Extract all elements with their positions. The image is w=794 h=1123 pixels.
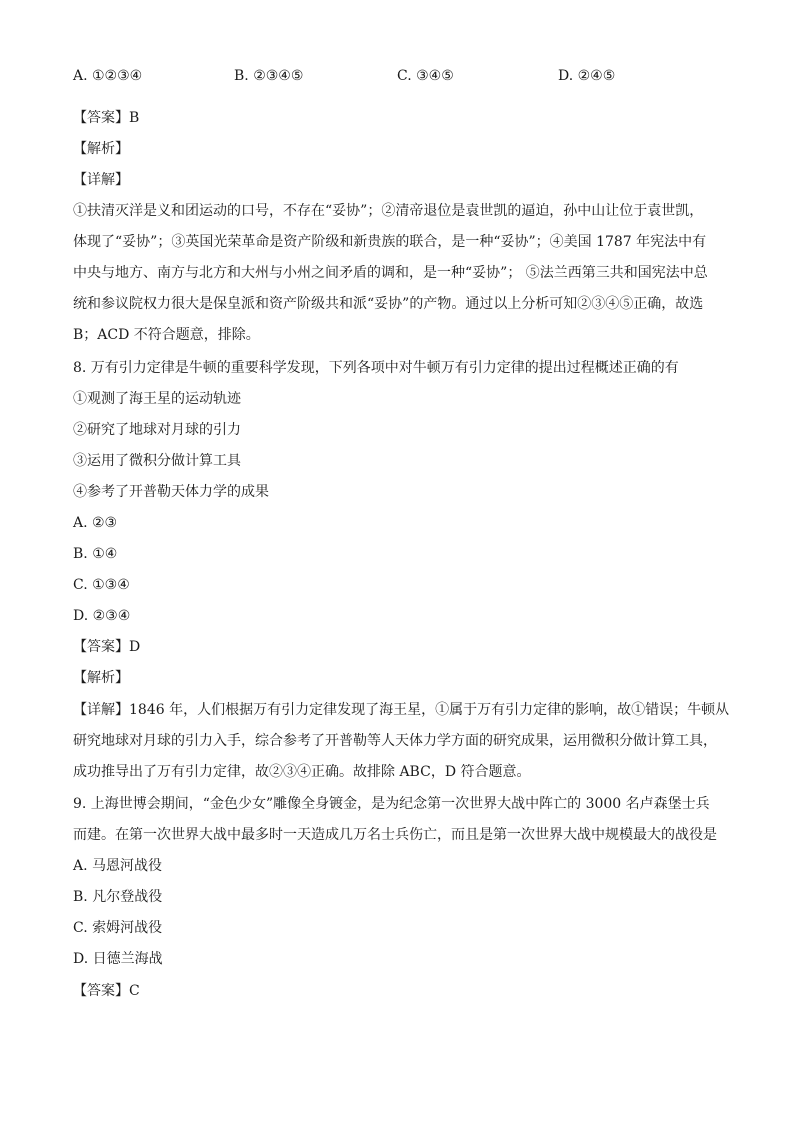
q9-option-b: B. 凡尔登战役	[73, 889, 163, 905]
q7-detail-label: 【详解】	[73, 172, 129, 188]
q7-option-d: D. ②④⑤	[558, 68, 616, 84]
q8-stem: 8. 万有引力定律是牛顿的重要科学发现，下列各项中对牛顿万有引力定律的提出过程概述正确的有	[73, 360, 679, 376]
q9-answer: 【答案】C	[73, 983, 140, 999]
q8-answer: 【答案】D	[73, 639, 141, 655]
q7-detail-line: ①扶清灭洋是义和团运动的口号，不存在“妥协”；②清帝退位是袁世凯的逼迫，孙中山让位于袁世凯，	[73, 203, 704, 219]
q9-stem-line: 而建。在第一次世界大战中最多时一天造成几万名士兵伤亡，而且是第一次世界大战中规模最大的战役是	[73, 827, 717, 843]
q8-item: ④参考了开普勒天体力学的成果	[73, 484, 269, 500]
q7-option-c: C. ③④⑤	[397, 68, 454, 84]
q7-detail-line: 中央与地方、南方与北方和大州与小州之间矛盾的调和，是一种“妥协”； ⑤法兰西第三共和国宪法中总	[73, 265, 708, 281]
q9-option-a: A. 马恩河战役	[73, 858, 163, 874]
q9-option-d: D. 日德兰海战	[73, 951, 163, 967]
q7-analysis-label: 【解析】	[73, 141, 129, 157]
q8-analysis-label: 【解析】	[73, 670, 129, 686]
q7-option-a: A. ①②③④	[73, 68, 143, 84]
q8-option-c: C. ①③④	[73, 577, 130, 593]
q8-item: ①观测了海王星的运动轨迹	[73, 391, 241, 407]
q9-option-c: C. 索姆河战役	[73, 920, 163, 936]
q8-detail-line: 【详解】1846 年，人们根据万有引力定律发现了海王星，①属于万有引力定律的影响，故①错误；牛顿从	[73, 702, 730, 718]
q7-option-b: B. ②③④⑤	[234, 68, 304, 84]
q8-option-d: D. ②③④	[73, 608, 131, 624]
q8-detail-line: 成功推导出了万有引力定律，故②③④正确。故排除 ABC，D 符合题意。	[73, 764, 531, 780]
q8-option-b: B. ①④	[73, 546, 118, 562]
q8-detail-line: 研究地球对月球的引力入手，综合参考了开普勒等人天体力学方面的研究成果，运用微积分做计算工具，	[73, 733, 717, 749]
q9-stem-line: 9. 上海世博会期间，“金色少女”雕像全身镀金，是为纪念第一次世界大战中阵亡的 3000 名卢森堡士兵	[73, 796, 710, 812]
q7-detail-line: 体现了“妥协”；③英国光荣革命是资产阶级和新贵族的联合，是一种“妥协”；④美国 1787 年宪法中有	[73, 234, 707, 250]
q8-item: ③运用了微积分做计算工具	[73, 453, 241, 469]
q8-item: ②研究了地球对月球的引力	[73, 422, 241, 438]
q7-detail-line: 统和参议院权力很大是保皇派和资产阶级共和派“妥协”的产物。通过以上分析可知②③④⑤正确，故选	[73, 296, 704, 312]
q7-answer: 【答案】B	[73, 110, 140, 126]
q7-detail-line: B；ACD 不符合题意，排除。	[73, 327, 260, 343]
q8-option-a: A. ②③	[73, 515, 118, 531]
